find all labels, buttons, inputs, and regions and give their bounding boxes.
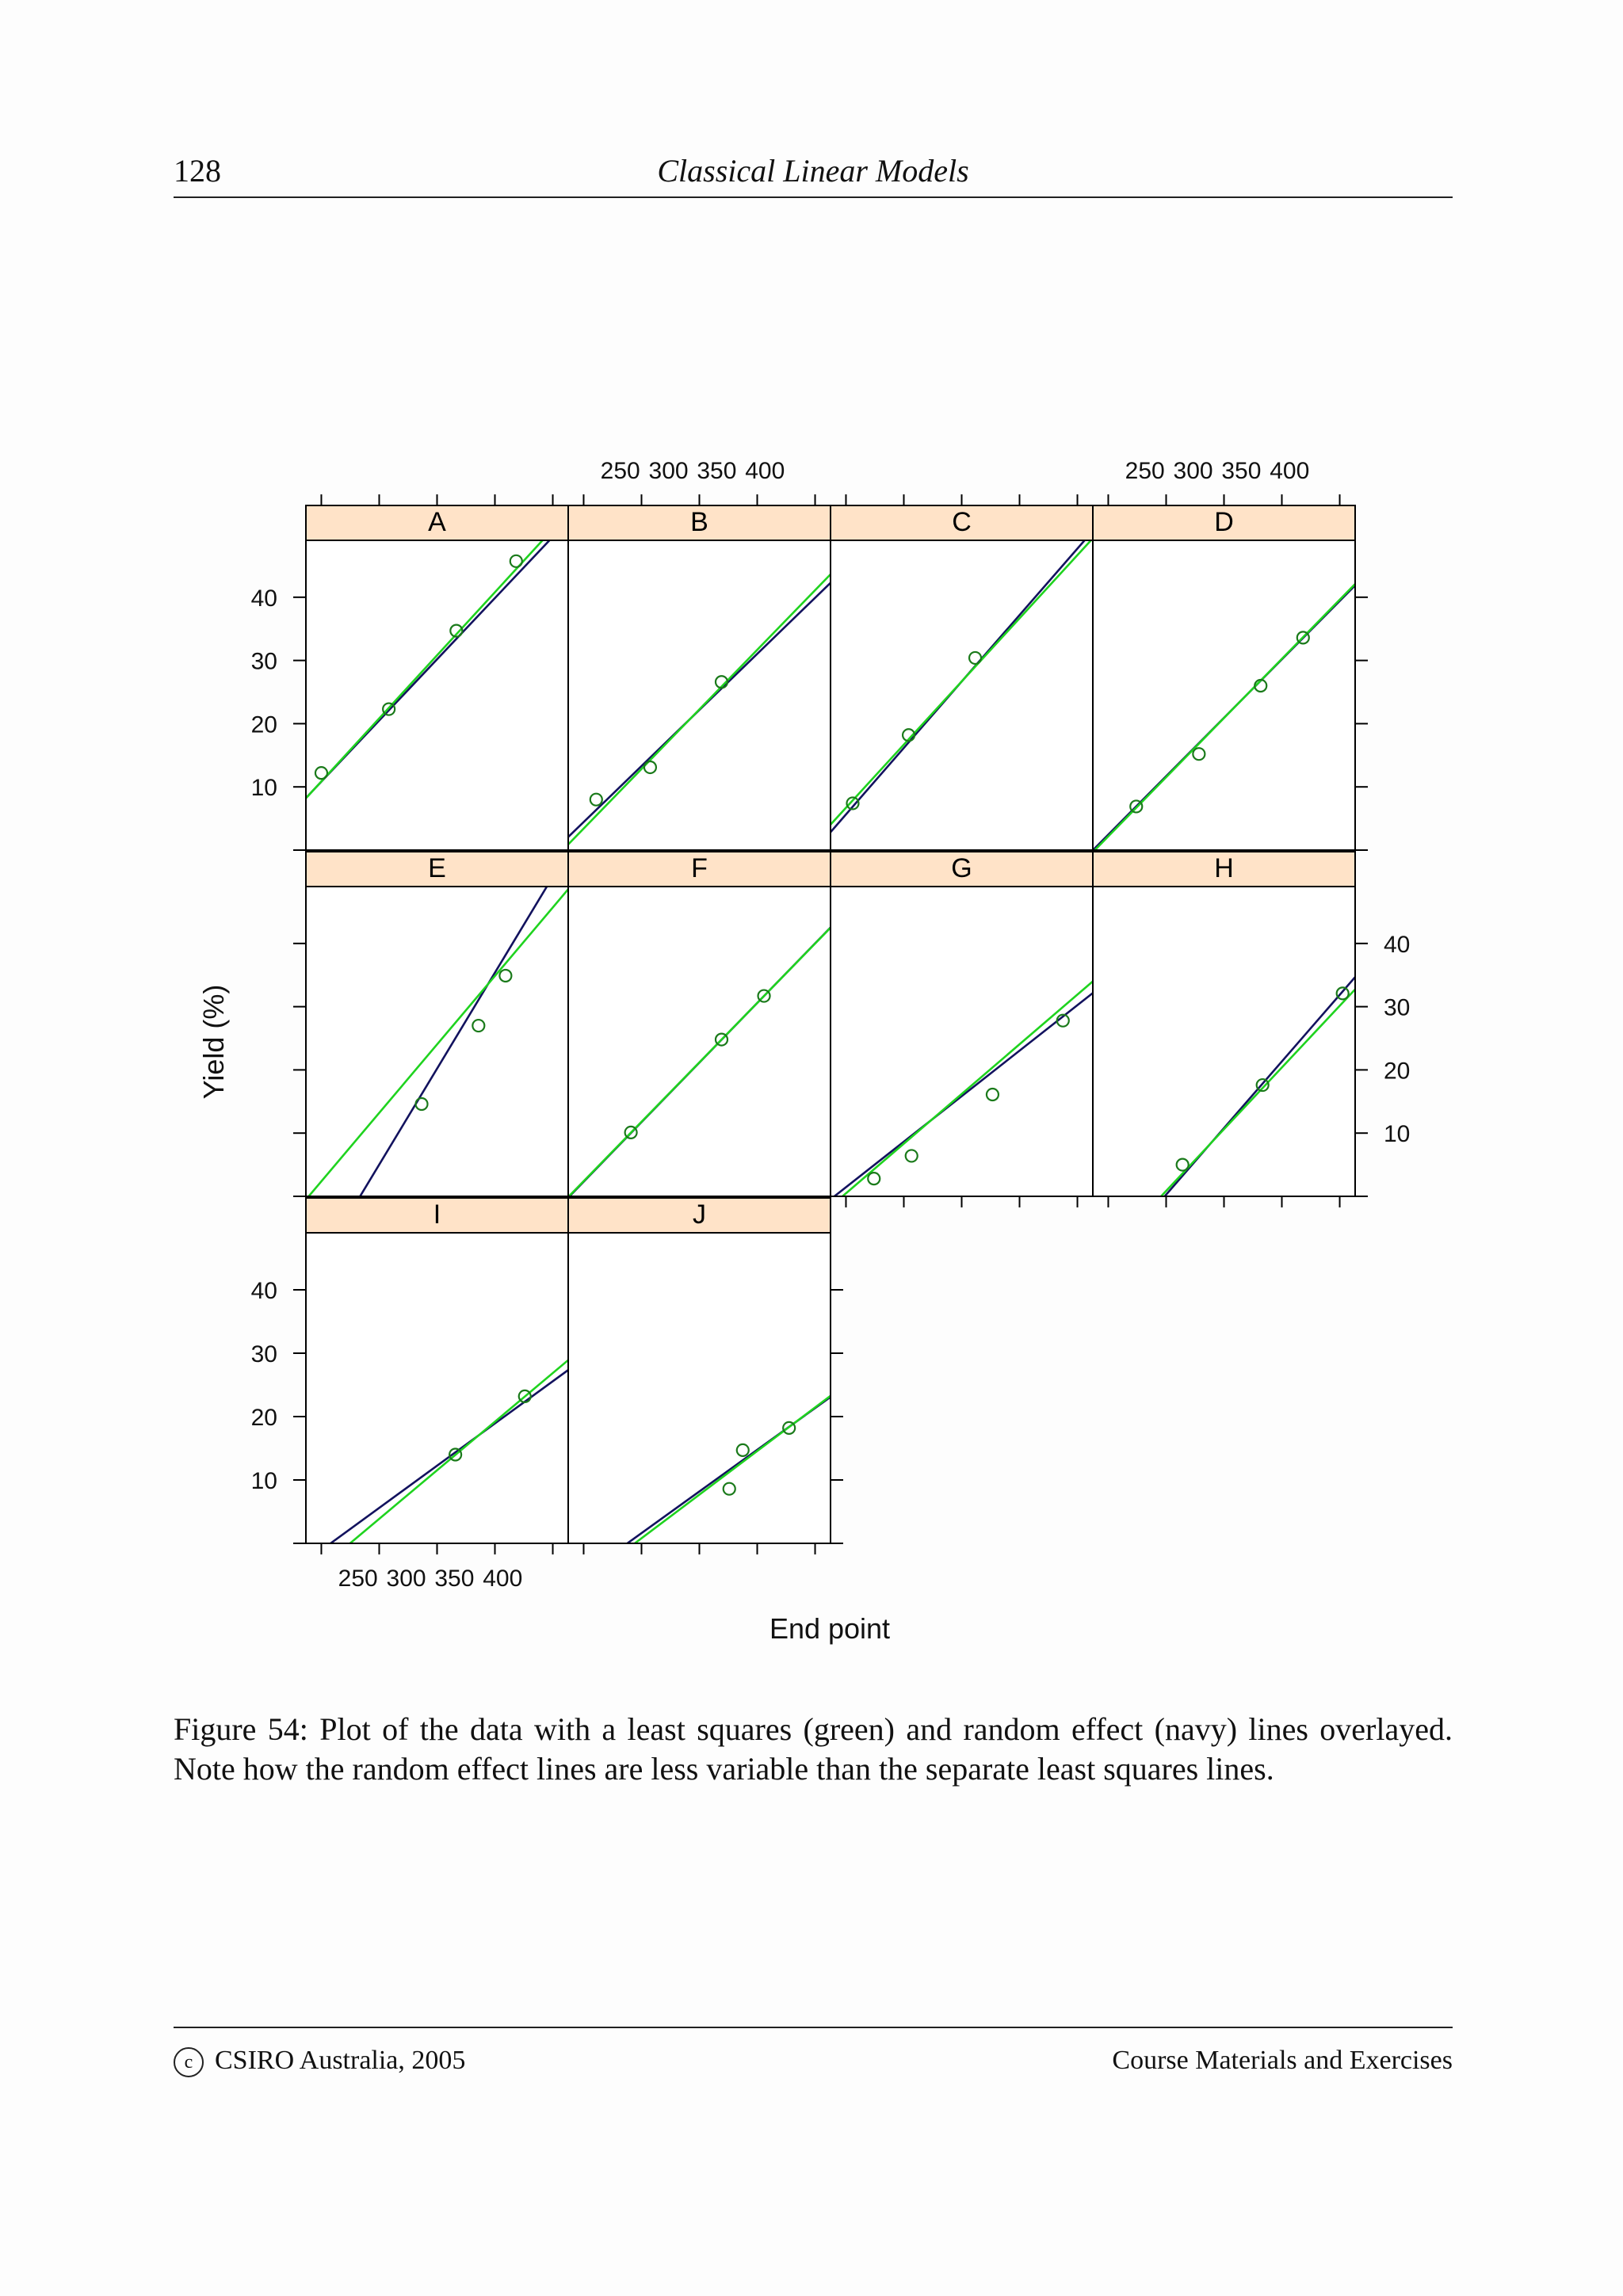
panels-layer <box>251 458 1411 1593</box>
panel-i <box>251 1198 568 1592</box>
plot-area <box>1093 887 1355 1196</box>
running-title: Classical Linear Models <box>657 153 969 189</box>
copyright-icon: c <box>174 2047 204 2077</box>
y-tick-label: 10 <box>250 1468 277 1494</box>
panel-d <box>1093 458 1368 852</box>
y-axis-label: Yield (%) <box>197 984 230 1100</box>
x-tick-label: 400 <box>1270 458 1310 484</box>
footer-left <box>174 2046 465 2077</box>
x-tick-label: 300 <box>386 1566 426 1592</box>
strip-label: I <box>433 1199 441 1230</box>
y-tick-label: 30 <box>250 1341 277 1367</box>
plot-area <box>1093 540 1355 850</box>
strip-label: A <box>428 507 446 537</box>
strip-label: C <box>952 507 972 537</box>
plot-area <box>831 887 1093 1196</box>
x-tick-label: 250 <box>600 458 640 484</box>
strip-label: G <box>951 853 972 883</box>
y-tick-label: 30 <box>1384 994 1411 1021</box>
x-tick-label: 400 <box>483 1566 523 1592</box>
plot-area <box>306 1233 568 1543</box>
y-tick-label: 20 <box>250 711 277 738</box>
x-axis-label: End point <box>769 1612 891 1645</box>
panel-j <box>568 1198 843 1593</box>
strip-label: J <box>693 1199 706 1230</box>
strip-label: E <box>428 853 446 883</box>
strip-label: F <box>691 853 708 883</box>
x-tick-label: 400 <box>745 458 785 484</box>
plot-area <box>831 540 1093 850</box>
x-tick-label: 300 <box>1173 458 1213 484</box>
plot-area <box>568 887 831 1196</box>
y-tick-label: 20 <box>250 1405 277 1431</box>
y-tick-label: 40 <box>250 1278 277 1304</box>
panel-c <box>831 494 1093 850</box>
page-number: 128 <box>174 153 221 189</box>
x-tick-label: 350 <box>1221 458 1262 484</box>
footer-right: Course Materials and Exercises <box>1112 2046 1453 2075</box>
x-tick-label: 350 <box>434 1566 475 1592</box>
x-tick-label: 250 <box>1125 458 1165 484</box>
panel-g <box>831 852 1093 1207</box>
panel-h <box>1093 852 1410 1279</box>
x-tick-label: 350 <box>697 458 737 484</box>
x-tick-label: 300 <box>648 458 689 484</box>
y-tick-label: 40 <box>250 585 277 612</box>
figure-caption: Figure 54: Plot of the data with a least squares (green) and random effect (navy) lines overlayed. Note how the random effect lines are less variable than the separate least squares lines. <box>174 1711 1453 1787</box>
x-tick-label: 250 <box>338 1566 378 1592</box>
footer-left-text: CSIRO Australia, 2005 <box>215 2046 466 2075</box>
strip-label: B <box>690 507 708 537</box>
y-tick-label: 10 <box>250 775 277 802</box>
strip-label: D <box>1214 507 1234 537</box>
y-tick-label: 30 <box>250 648 277 675</box>
plot-area <box>568 1233 831 1543</box>
page-footer <box>174 2027 1453 2075</box>
panel-a <box>251 494 568 850</box>
plot-area <box>306 887 568 1196</box>
plot-area <box>306 540 568 850</box>
strip-label: H <box>1214 853 1234 883</box>
y-tick-label: 40 <box>1384 931 1411 958</box>
panel-b <box>568 458 831 850</box>
y-tick-label: 10 <box>1384 1121 1411 1148</box>
panel-f <box>568 852 831 1198</box>
y-tick-label: 20 <box>1384 1058 1411 1085</box>
